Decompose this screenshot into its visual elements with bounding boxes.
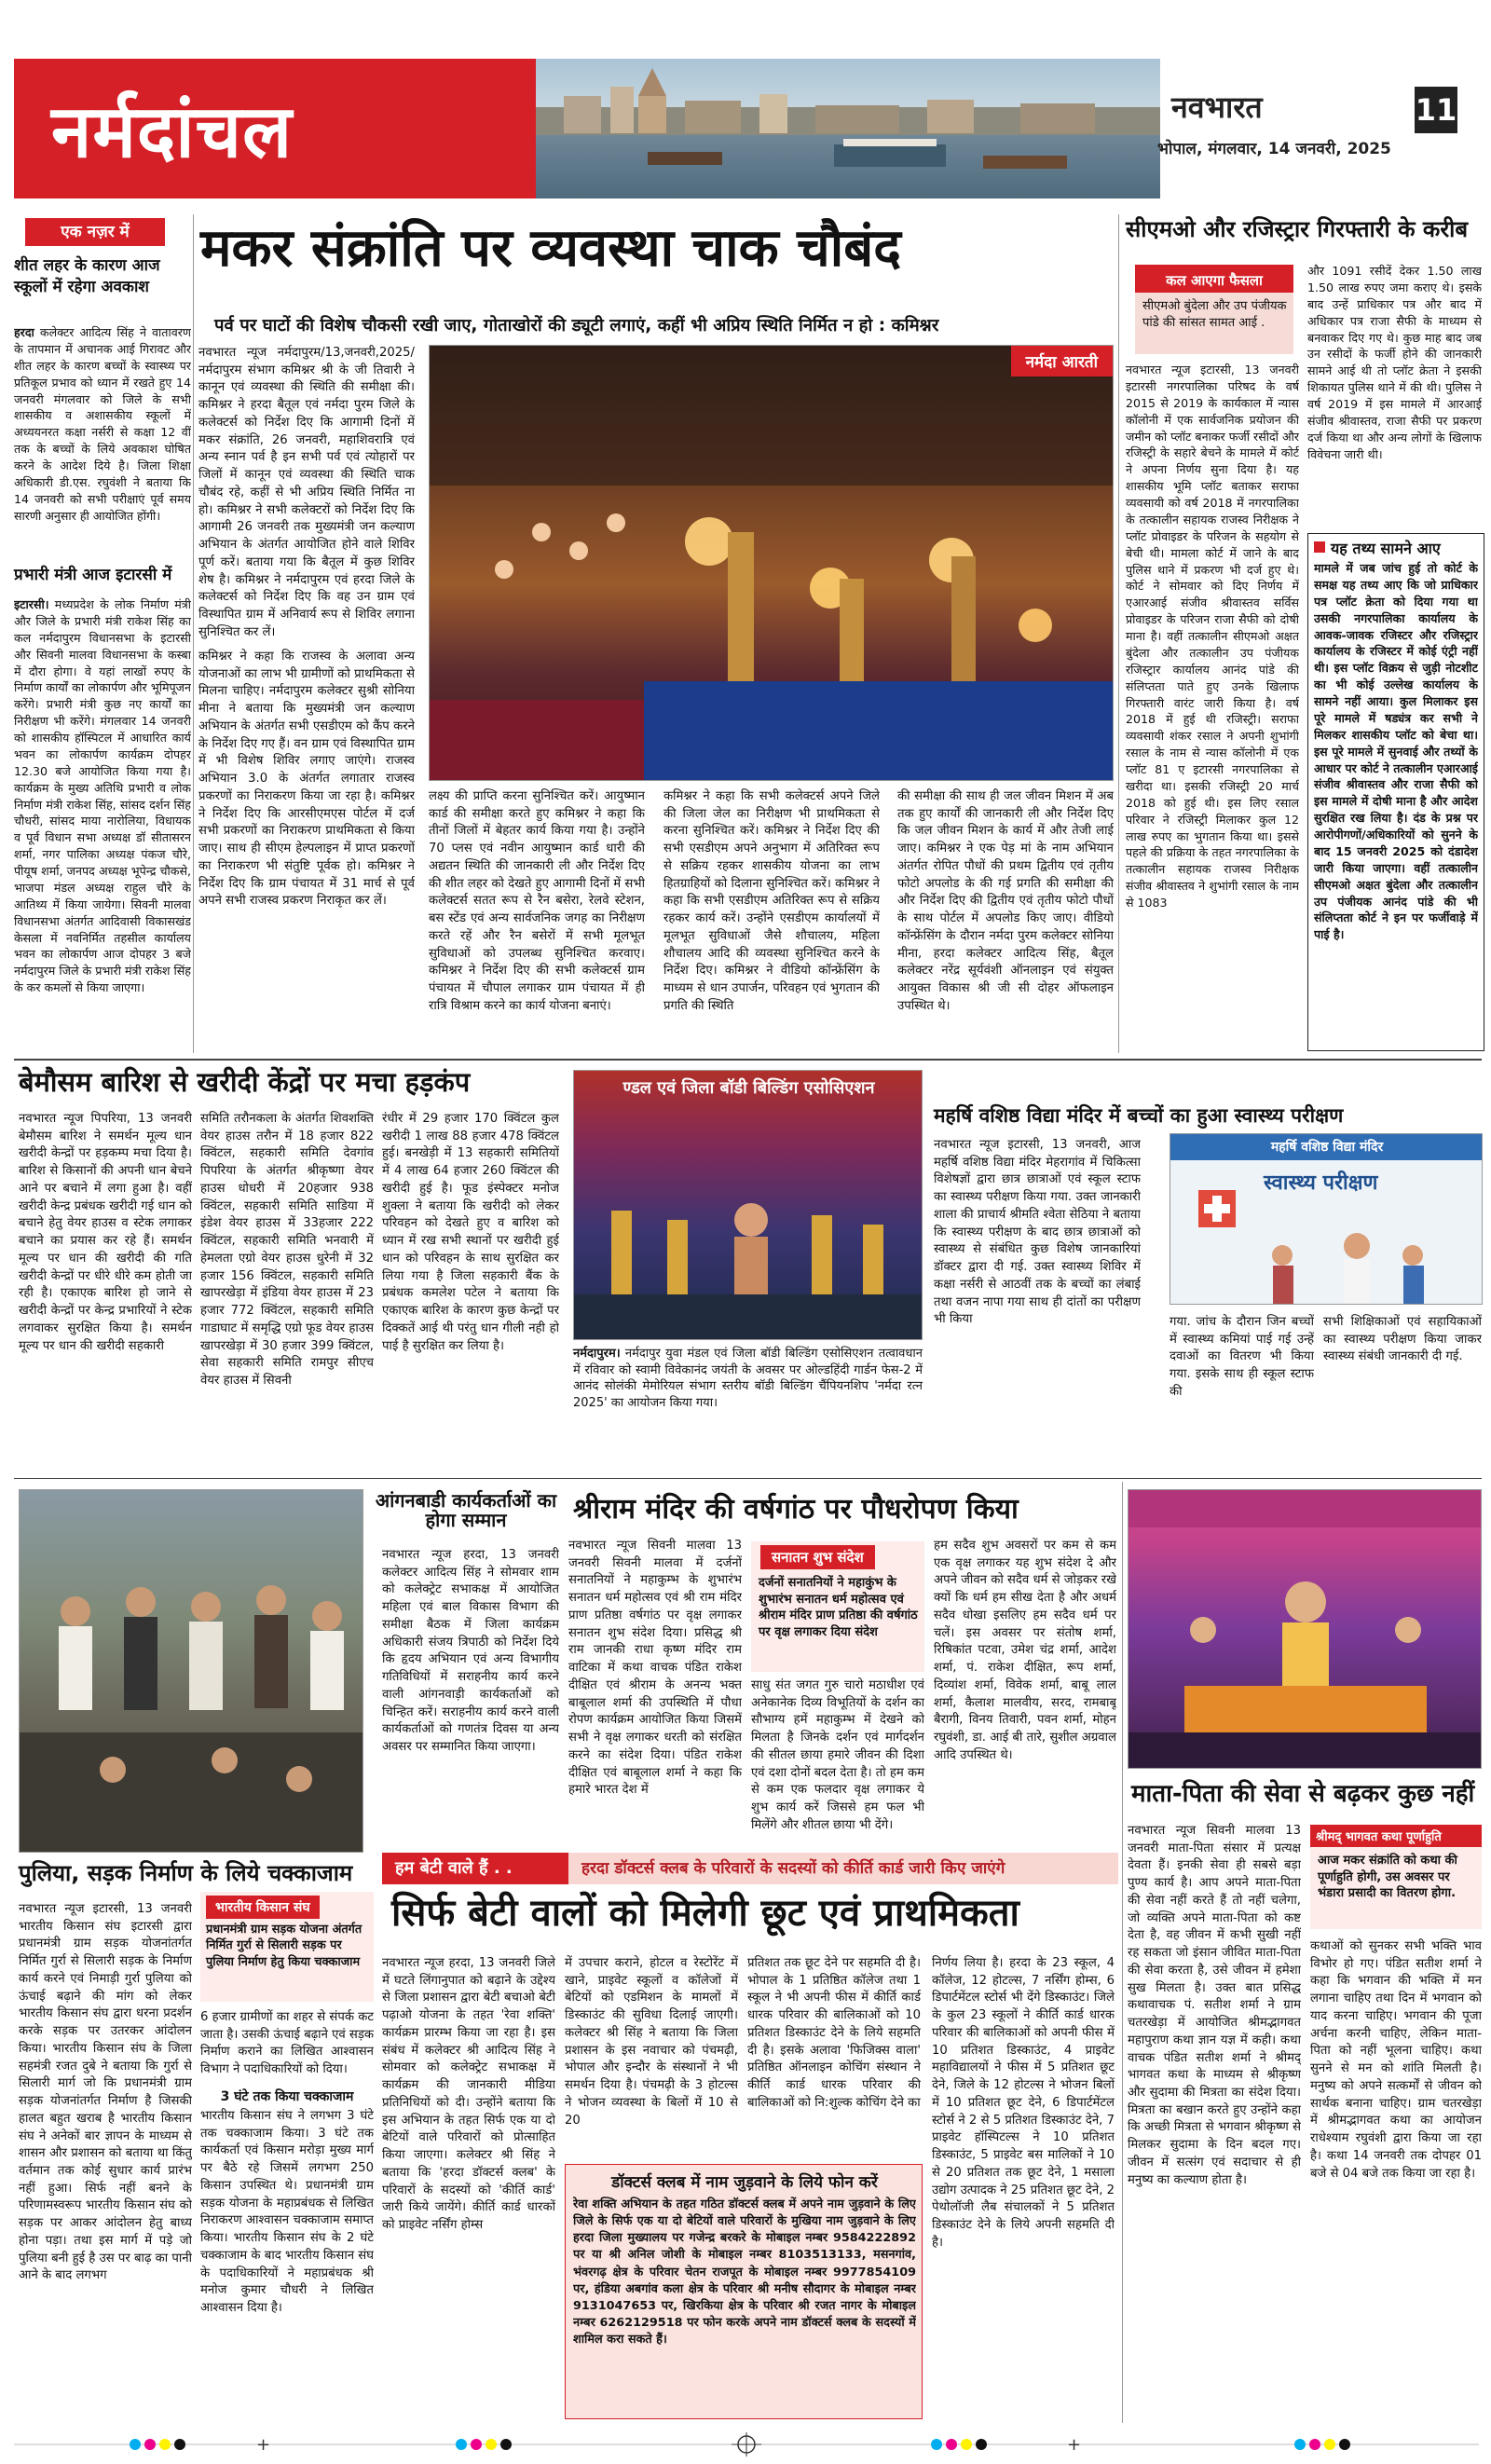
ram-headline: श्रीराम मंदिर की वर्षगांठ पर पौधरोपण किया: [573, 1493, 1019, 1526]
masthead-river-image: [536, 59, 1160, 198]
aganwadi-headline: आंगनबाडी कार्यकर्ताओं का होगा सम्मान: [375, 1489, 557, 1531]
health-photo-title: स्वास्थ्य परीक्षण: [1264, 1171, 1378, 1195]
rain-col2: समिति तरौनकला के अंतर्गत शिवशक्ति वेयर हाउस तरौन में 18 हजार 822 क्विंटल, सहकारी समिति देवगांव पिपरिया के अंतर्गत श्रीकृष्णा वेयर हाउस धोधरी में 20हजार 938 क्विंटल, सहकारी समिति साडिया में इंडेश वेयर हाउस में 33हजार 222 क्विंटल, सहकारी समिति भनवारी में हेमलता एग्रो वेयर हाउस धुरेनी में 32 हजार 156 क्विंटल, सहकारी समिति खापरखेड़ा में इंडिया वेयर हाउस में 23 हजार 772 क्विंटल, सहकारी समिति गाडाघाट में समृद्धि एग्रो फूड वेयर हाउस खापरखेड़ा में 30 हजार 399 क्विंटल, सेवा सहकारी समिति रामपुर सीएच वेयर हाउस में सिवनी: [200, 1112, 374, 1389]
school-col3: सभी शिक्षिकाओं एवं सहायिकाओं का स्वास्थ्य परीक्षण किया जाकर स्वास्थ्य संबंधी जानकारी दी गई.: [1323, 1315, 1482, 1364]
rain-col3: रंधीर में 29 हजार 170 क्विंटल कुल खरीदी 1 लाख 88 हजार 478 क्विंटल हुई। बनखेड़ी में 13 सहकारी समितियों में 4 लाख 64 हजार 260 क्विंटल की खरीदी हुई है। फूड इंस्पेक्टर मनोज शुक्ला ने बताया कि खरीदी को लेकर परिवहन को देखते हुए व बारिश को ध्यान में रख सभी स्थानों पर खरीदी हुई धान को परिवहन के साथ सुरक्षित कर लिया गया है जिला सहकारी बैंक के प्रबंधक कमलेश पटेल ने बताया कि एकाएक बारिश के कारण कुछ केन्द्रों पर दिक्कतें आई थी परंतु धान गीली नही हो पाई है सुरक्षित कर लिया है।: [382, 1112, 559, 1353]
doctors-club-title: डॉक्टर्स क्लब में नाम जुड़वाने के लिये फोन करें: [611, 2173, 878, 2192]
registration-marks: [14, 2432, 1479, 2457]
rain-col1: नवभारत न्यूज पिपरिया, 13 जनवरी बेमौसम बारिश ने समर्थन मूल्य धान खरीदी केन्द्रों पर हड़कम्प मचा दिया है। बारिश से किसानों की अपनी धान बेचने आने पर बचाने में लगा हुआ है। वहीं खरीदी केन्द्र प्रबंधक खरीदी गई धान को बचाने हेतु वेयर हाउस व स्टेक लगाकर बचाने का प्रयास कर रहे हैं। समर्थन मूल्य पर धान की खरीदी की गति खरीदी केन्द्रों पर धीरे धीरे कम होती जा रही है। एकाएक बारिश हो जाने से खरीदी केन्द्रों पर केन्द्र प्रभारियों ने स्टेक लगवाकर सुरक्षित किया है। समर्थन मूल्य पर धान की खरीदी सहकारी: [19, 1112, 192, 1353]
ram-col3: हम सदैव शुभ अवसरों पर कम से कम एक वृक्ष लगाकर यह शुभ संदेश दे और अपने जीवन को सदैव धर्म से जोड़कर रखे क्यों कि धर्म हम सीख देता है और अधर्म सदैव धोखा इसलिए हम सदैव धर्म पर चलें। इस अवसर पर संतोष शर्मा, रिषिकांत पटवा, उमेश चंद्र शर्मा, आदेश शर्मा, पं. राकेश दीक्षित, रूप शर्मा, दिव्यांश शर्मा, विवेक शर्मा, बाबू लाल शर्मा, कैलाश मालवीय, सरद, रामबाबू बैरागी, विनय तिवारी, पवन शर्मा, मोहन रघुवंशी, डा. आई बी तारे, सुशील अग्रवाल आदि उपस्थित थे।: [934, 1539, 1116, 1762]
mata-quote: आज मकर संक्रांति को कथा की पूर्णाहुति होगी, उस अवसर पर भंडारा प्रसादी का वितरण होगा.: [1318, 1854, 1457, 1901]
cmo-col1: नवभारत न्यूज इटारसी, 13 जनवरी इटारसी नगरपालिका परिषद के वर्ष 2015 से 2019 के कार्यकाल में न्यास कॉलोनी में एक सार्वजनिक प्रयोजन की जमीन को प्लॉट बनाकर फर्जी रसीदों और रजिस्ट्री के सहारे बेचने के मामले में कोर्ट ने अपना निर्णय सुना दिया है। यह शासकीय भूमि प्लॉट बताकर सराफा व्यवसायी को वर्ष 2018 में नगरपालिका के तत्कालीन सहायक राजस्व निरीक्षक ने प्लॉट प्रोवाइडर के परिजन के सहयोग से बेची थी। मामला कोर्ट में जाने के बाद पुलिस थाने में प्रकरण भी दर्ज हुए थे। कोर्ट ने सोमवार को दिए निर्णय में एआरआई संजीव श्रीवास्तव सर्विस प्रोवाइडर के परिजन राजा सैफी को दोषी माना है। वहीं तत्कालीन सीएमओ अक्षत बुंदेला और तत्कालीन उप पंजीयक रजिस्ट्रार कार्यालय आनंद पांडे की संलिप्तता पाते हुए उनके खिलाफ गिरफ्तारी वारंट जारी किया है। वर्ष 2018 में हुई थी रजिस्ट्री। सराफा व्यवसायी शंकर रसाल ने अपनी शुभांगी रसाल के नाम से न्यास कॉलोनी में एक प्लॉट 81 ए इटारसी नगरपालिका से खरीदा था। इसकी रजिस्ट्री 20 मार्च 2018 को हुई थी। इस लिए रसाल परिवार ने रजिस्ट्री मिलाकर कुल 12 लाख रुपए का भुगतान किया था। इससे पहले की प्रक्रिया के तहत नगरपालिका के तत्कालीन सहायक राजस्व निरीक्षक संजीव श्रीवास्तव ने शुभांगी रसाल के नाम से 1083: [1126, 363, 1299, 910]
sidebar: [14, 214, 191, 1053]
school-col1: नवभारत न्यूज इटारसी, 13 जनवरी, आज महर्षि वशिष्ठ विद्या मंदिर मेहरागांव में चिकित्सा विशेषज्ञों द्वारा छात्र छात्राओं एवं स्कूल स्टाफ का स्वास्थ्य परीक्षण किया गया. उक्त जानकारी शाला की प्राचार्य श्रीमति श्वेता सेठिया ने बताया कि स्वास्थ्य परीक्षण के बाद छात्र छात्राओं को स्वास्थ्य से संबंधित कुछ विशेष जानकारियां डॉक्टर द्वारा दी गई. उक्त स्वास्थ्य शिविर में कक्षा नर्सरी से आठवीं तक के बच्चों का लंबाई तथा वजन नापा गया साथ ही दांतों का परीक्षण भी किया: [934, 1138, 1141, 1327]
health-checkup-photo: [1170, 1133, 1483, 1305]
right-col-divider-bottom: [1122, 1482, 1123, 2423]
lead-col3: लक्ष्य की प्राप्ति करना सुनिश्चित करें। आयुष्मान कार्ड की समीक्षा करते हुए कमिश्नर ने कहा कि तीनों जिलों में बेहतर कार्य किया गया है। उन्होंने 70 प्लस एवं नवीन आयुष्मान कार्ड धारी की अद्यतन स्थिति की जानकारी ली और निर्देश दिए की शीत लहर को देखते हुए आगामी दिनों में सभी कलेक्टर्स सतत रूप से रैन बसेरा, रेलवे स्टेशन, बस स्टेंड एवं अन्य सार्वजनिक जगह का निरीक्षण करते रहें और रैन बसेरों में सभी मूलभूत सुविधाओं को उपलब्ध सुनिश्चित करवाए। कमिश्नर ने निर्देश दिए की सभी कलेक्टर्स ग्राम पंचायत में चौपाल लगाकर ग्राम पंचायत में ही रात्रि विश्राम करने का कार्य योजना बनाएं।: [429, 789, 645, 1013]
sidebar-tag: एक नज़र में: [25, 218, 165, 246]
beti-col2: में उपचार कराने, होटल व रेस्टोरेंट में खाने, प्राइवेट स्कूलों व कॉलेजों में बेटियों को एडमिशन के मामलों में डिस्काउंट की सुविधा दिलाई जाएगी। कलेक्टर श्री सिंह ने बताया कि जिला प्रशासन के इस नवाचार को पंचमढ़ी, भोपाल और इन्दौर के संस्थानों ने भी समर्थन दिया है। पंचमढ़ी के 3 होटल्स ने भोजन व्यवस्था के बिलों में 10 से 20: [565, 1956, 738, 2128]
sidebar-story2-text: मध्यप्रदेश के लोक निर्माण मंत्री और जिले के प्रभारी मंत्री राकेश सिंह का कल नर्मदापुरम विधानसभा के इटारसी और सिवनी मालवा विधानसभा के कस्बा में दौरा होगा। वे यहां लाखों रुपए के निर्माण कार्यों का लोकार्पण और भूमिपूजन करेंगे। प्रभारी मंत्री कुछ नए कार्यों का निरीक्षण भी करेंगे। मंगलवार 14 जनवरी को शासकीय हॉस्पिटल में आधारित कार्य भवन का लोकार्पण कार्यक्रम दोपहर 12.30 बजे आयोजित किया गया है। कार्यक्रम के मुख्य अतिथि प्रभारी व लोक निर्माण मंत्री राकेश सिंह, सांसद दर्शन सिंह चौधरी, सांसद माया नारोलिया, विधायक व पूर्व विधान सभा अध्यक्ष डॉ सीतासरन शर्मा, नगर पालिका अध्यक्ष पंकज चौरे, पीयूष शर्मा, जनपद अध्यक्ष भूपेन्द्र चौकसे, भाजपा मंडल अध्यक्ष राहुल चौरे के आतिथ्य में किया जायेगा। सिवनी मालवा विधानसभा अंतर्गत आदिवासी विकासखंड केसला में नवनिर्मित तहसील कार्यालय भवन का लोकार्पण आज दोपहर 3 बजे नर्मदापुरम जिले के प्रभारी मंत्री राकेश सिंह के कर कमलों से किया जाएगा।: [14, 597, 191, 995]
section-title-box: [14, 59, 536, 198]
road-quote: प्रधानमंत्री ग्राम सड़क योजना अंतर्गत निर्मित गुर्रा से सिलारी सड़क पर पुलिया निर्माण हेतु किया चक्काजाम: [206, 1923, 362, 1969]
sidebar-story2-place: इटारसी।: [14, 597, 49, 611]
beti-col3: प्रतिशत तक छूट देने पर सहमति दी है। भोपाल के 1 प्रतिष्ठित कॉलेज तथा 1 स्कूल ने भी अपनी फीस में कीर्ति कार्ड धारक परिवार की बालिकाओं को 10 प्रतिशत डिस्काउंट देने के लिये सहमति दी है। इसके अलावा 'फिजिक्स वाला' प्रतिष्ठित ऑनलाइन कोचिंग संस्थान ने कीर्ति कार्ड धारक परिवार की बालिकाओं को नि:शुल्क कोचिंग देने का: [747, 1956, 921, 2110]
masthead: [14, 59, 1479, 198]
bhagwat-katha-photo: [1128, 1489, 1482, 1769]
bodybuilding-caption-text: नर्मदापुर युवा मंडल एवं जिला बॉडी बिल्डिंग एसोसिएशन तत्वावधान में रविवार को स्वामी विवेकानंद जयंती के अवसर पर ओल्डहिंदी गार्डन फेस-2 में आनंद सोलंकी मेमोरियल संभाग स्तरीय बॉडी बिल्डिंग चैंपियनशिप 'नर्मदा रत्न 2025' का आयोजन किया गया।: [573, 1347, 923, 1410]
ram-col2: साधु संत जगत गुरु चारो मठाधीश एवं अनेकानेक दिव्य विभूतियों के दर्शन का सौभाग्य हमें महाकुम्भ में देखने को मिलता है जिनके दर्शन एवं मार्गदर्शन की सीतल छाया हमारे जीवन की दिशा एवं दशा दोनों बदल देता है। तो हम कम से कम एक फलदार वृक्ष लगाकर ये शुभ कार्य करें जिससे हम फल भी मिलेंगे और शीतल छाया भी देंगे।: [751, 1678, 924, 1832]
aarti-illustration: [430, 346, 1114, 781]
lead-col2: कमिश्नर ने कहा कि राजस्व के अलावा अन्य योजनाओं का लाभ भी ग्रामीणों को प्राथमिकता से मिलना चाहिए। नर्मदापुरम कलेक्टर सुश्री सोनिया मीना ने बताया कि मुख्यमंत्री जन कल्याण अभियान के अंतर्गत सभी एसडीएम को कैंप करने के निर्देश दिए गए हैं। वन ग्राम एवं विस्थापित ग्राम में भी विशेष शिविर लगाए जाएंगे। राजस्व अभियान 3.0 के अंतर्गत लगातार राजस्व प्रकरणों का निराकरण किया जा रहा है। कमिश्नर ने निर्देश दिए कि आरसीएमएस पोर्टल में दर्ज सभी प्रकरणों का निराकरण प्राथमिकता से किया जाए। साथ ही सीएम हेल्पलाइन में प्राप्त प्रकरणों का निराकरण भी संतुष्टि पूर्वक हो। कमिश्नर ने निर्देश दिए कि ग्राम पंचायत में 31 मार्च से पूर्व अपने सभी राजस्व प्रकरण निराकृत कर लें।: [198, 650, 415, 909]
beti-strip-left: हम बेटी वाले हैं . .: [382, 1853, 568, 1884]
road-col2b: भारतीय किसान संघ ने लगभग 3 घंटे तक चक्काजाम किया। 3 घंटे तक कार्यकर्ता एवं किसान मरोड़ा मुख्य मार्ग पर बैठे रहे जिसमें लगभग 250 किसान उपस्थित थे। प्रधानमंत्री ग्राम सड़क योजना के महाप्रबंधक से लिखित निराकरण आश्वासन चक्काजाम समाप्त किया। भारतीय किसान संघ के 2 घंटे चक्काजाम के बाद भारतीय किसान संघ के पदाधिकारियों ने महाप्रबंधक श्री मनोज कुमार चौधरी ने लिखित आश्वासन दिया है।: [200, 2109, 374, 2316]
road-protest-photo: [19, 1489, 363, 1853]
road-subhead: 3 घंटे तक किया चक्काजाम: [220, 2089, 354, 2104]
sidebar-story2-body: [14, 596, 191, 1034]
cmo-col2: और 1091 रसीदें देकर 1.50 लाख 1.50 लाख रुपए जमा कराए थे। इसके बाद उन्हें प्राधिकार पत्र और बाद में अधिकार पत्र राजा सैफी के माध्यम से बनवाकर दिए गए थे। कुछ माह बाद जब उन रसीदों के फर्जी होने की जानकारी सामने आई थी तो प्लॉट क्रेता ने इसकी शिकायत पुलिस थाने में की थी। पुलिस ने वर्ष 2019 में इस मामले में आरआई संजीव श्रीवास्तव, राजा सैफी पर प्रकरण दर्ज किया था और अन्य लोगों के खिलाफ विवेचना जारी थी।: [1307, 264, 1482, 461]
lead-col4: कमिश्नर ने कहा कि सभी कलेक्टर्स अपने जिले की जिला जेल का निरीक्षण भी प्राथमिकता से करना सुनिश्चित करें। कमिश्नर ने निर्देश दिए की सभी एसडीएम अपने अनुभाग में अतिरिक्त रूप से सक्रिय रहकर शासकीय योजना का लाभ हितग्राहियों को दिलाना सुनिश्चित करें। कमिश्नर ने कहा कि सभी एसडीएम अतिरिक्त रूप से सक्रिय रहकर कार्य करें। उन्होंने एसडीएम कार्यालयों में मूलभूत सुविधाओं जैसे शौचालय, महिला शौचालय आदि की व्यवस्था सुनिश्चित करने के निर्देश दिए। कमिश्नर ने वीडियो कॉन्फ्रेंसिंग के माध्यम से धान उपार्जन, परिवहन एवं भुगतान की प्रगति की स्थिति: [663, 789, 880, 1013]
bodybuilding-banner: ण्डल एवं जिला बॉडी बिल्डिंग एसोसिएशन: [622, 1078, 875, 1098]
sidebar-divider: [193, 214, 194, 1053]
beti-col4: निर्णय लिया है। हरदा के 23 स्कूल, 4 कॉलेज, 12 होटल्स, 7 नर्सिंग होम्स, 6 डिपार्टमेंटल स्टोर्स भी देंगे डिस्काउंट। जिले के कुल 23 स्कूलों ने कीर्ति कार्ड धारक परिवार की बालिकाओं को अपनी फीस में 10 प्रतिशत डिस्काउंट, 4 प्राइवेट महाविद्यालयों ने फीस में 5 प्रतिशत छूट देने, जिले के 12 होटल्स ने भोजन बिलों में 10 प्रतिशत छूट देने, 6 डिपार्टमेंटल स्टोर्स ने 2 से 5 प्रतिशत डिस्काउंट देने, 7 प्राइवेट हॉस्पिटल्स ने 10 प्रतिशत डिस्काउंट, 5 प्राइवेट बस मालिकों ने 10 से 20 प्रतिशत तक छूट देने, 1 मसाला उद्योग उत्पादक ने 25 प्रतिशत छूट देने, 2 पेथोलॉजी लैब संचालकों ने 5 प्रतिशत डिस्काउंट देने के लिये अपनी सहमति दी है।: [932, 1956, 1115, 2250]
svg-text:+: +: [1067, 2435, 1082, 2455]
health-photo-banner: महर्षि वशिष्ठ विद्या मंदिर: [1170, 1134, 1483, 1160]
road-headline: पुलिया, सड़क निर्माण के लिये चक्काजाम: [19, 1860, 353, 1886]
river-ghat-illustration: [536, 59, 1160, 198]
cmo-facts-box: [1307, 533, 1484, 1051]
beti-strip: [382, 1853, 1118, 1884]
school-headline: महर्षि वशिष्ठ विद्या मंदिर में बच्चों का हुआ स्वास्थ्य परीक्षण: [934, 1104, 1344, 1127]
place-date: भोपाल, मंगलवार, 14 जनवरी, 2025: [1157, 140, 1391, 158]
sidebar-story1-text: कलेक्टर आदित्य सिंह ने वातावरण के तापमान में अचानक आई गिरावट और शीत लहर के कारण बच्चों के स्वास्थ्य पर प्रतिकूल प्रभाव को ध्यान में रखते हुए 14 जनवरी मंगलवार को जिले के सभी शासकीय व अशासकीय स्कूलों में अध्ययनरत कक्षा नर्सरी से कक्षा 12 वीं तक के बच्चों के लिये अवकाश घोषित करने के आदेश दिये है। जिला शिक्षा अधिकारी डी.एस. रघुवंशी ने बताया कि 14 जनवरी को सभी परीक्षाएं पूर्व समय सारणी अनुसार ही आयोजित होंगी।: [14, 325, 191, 523]
ram-tag: सनातन शुभ संदेश: [760, 1545, 875, 1569]
lead-col5: की समीक्षा की साथ ही जल जीवन मिशन में अब तक हुए कार्यों की जानकारी ली और निर्देश दिए कि जल जीवन मिशन के कार्य में और तेजी लाई जाए। कमिश्नर ने एक पेड़ मां के नाम अभियान अंतर्गत रोपित पौधों की प्रथम द्वितीय एवं तृतीय फोटो अपलोड के की गई प्रगति की समीक्षा की और निर्देश दिए की द्वितीय एवं तृतीय फोटो पौधों के साथ पोर्टल में अपलोड किए जाए। वीडियो कॉन्फ्रेंसिंग के दौरान नर्मदा पुरम कलेक्टर सोनिया मीना, हरदा कलेक्टर आदित्य सिंह, बैतूल कलेक्टर नरेंद्र सूर्यवंशी ऑनलाइन एवं संयुक्त आयुक्त विकास श्री जी सी दोहर ऑफलाइन उपस्थित थे।: [897, 789, 1114, 1013]
cmo-facts-icon: [1314, 541, 1325, 553]
cmo-headline: सीएमओ और रजिस्ट्रार गिरफ्तारी के करीब: [1126, 216, 1469, 242]
bodybuilding-caption: [573, 1346, 923, 1448]
doctors-club-text: रेवा शक्ति अभियान के तहत गठित डॉक्टर्स क्लब में अपने नाम जुड़वाने के लिए जिले के सिर्फ एक या दो बेटियों वाले परिवारों के मुखिया नाम जुड़वाने के लिए हरदा जिला मुख्यालय पर गजेन्द्र बरकरे के मोबाइल नम्बर 9584222892 पर या श्री अनिल जोशी के मोबाइल नम्बर 8103513133, मसनगांव, भंवरगढ़ क्षेत्र के परिवार चेतन राजपूत के मोबाइल नम्बर 9977854109 पर, हंडिया अबगांव कला क्षेत्र के परिवार श्री मनीष सौदागर के मोबाइल नम्बर 9131047653 पर, खिरकिया क्षेत्र के परिवार श्री रजत नागर के मोबाइल नम्बर 6262129518 पर फोन करके अपने नाम डॉक्टर्स क्लब के सदस्यों में शामिल करा सकते हैं।: [573, 2197, 916, 2348]
cmo-redbox-title: कल आएगा फैसला: [1135, 268, 1293, 293]
school-col2: गया. जांच के दौरान जिन बच्चों में स्वास्थ्य कमियां पाई गई उन्हें दवाओं का वितरण भी किया गया. इसके साथ ही स्कूल स्टाफ की: [1170, 1315, 1314, 1399]
road-quote-box: [200, 1892, 374, 2002]
aganwadi-body: नवभारत न्यूज हरदा, 13 जनवरी कलेक्टर आदित्य सिंह ने सोमवार शाम को कलेक्ट्रेट सभाकक्ष में आयोजित महिला एवं बाल विकास विभाग की समीक्षा बैठक में जिला कार्यक्रम अधिकारी संजय त्रिपाठी को निर्देश दिये कि हृदय अभियान एवं अन्य विभागीय गतिविधियों में सराहनीय कार्य करने वाली आंगनवाड़ी कार्यकर्ताओं को चिन्हित करें। सराहनीय कार्य करने वाली कार्यकर्ताओं को गणतंत्र दिवस या अन्य अवसर पर सम्मानित किया जाएगा।: [382, 1548, 559, 1755]
beti-headline: सिर्फ बेटी वालों को मिलेगी छूट एवं प्राथमिकता: [391, 1892, 1019, 1935]
cmo-facts-text: मामले में जब जांच हुई तो कोर्ट के समक्ष यह तथ्य आए कि जो प्राधिकार पत्र प्लॉट क्रेता को दिया गया था उसकी नगरपालिका कार्यालय के आवक-जावक रजिस्टर और रजिस्ट्रार कार्यालय के रजिस्टर में कोई एंट्री नहीं थी। इस प्लॉट विक्रय से जुड़ी नोटशीट का भी कोई उल्लेख कार्यालय के सामने नहीं आया। कुल मिलाकर इस पूरे मामले में षड्यंत्र कर सभी ने मिलकर शासकीय प्लॉट को बेचा था। इस पूरे मामले में सुनवाई और तथ्यों के आधार पर कोर्ट ने तत्कालीन एआरआई संजीव श्रीवास्तव और राजा सैफी को इस मामले में दोषी माना है और आदेश सुरक्षित रख लिया है। दंड के प्रश्न पर आरोपीगणों/अधिकारियों को सुनने के बाद 15 जनवरी 2025 को दंडादेश जारी किया जाएगा। वहीं तत्कालीन सीएमओ अक्षत बुंदेला और तत्कालीन उप पंजीयक आनंद पांडे की भी संलिप्तता कोर्ट ने इन पर फर्जीवाड़े में पाई है।: [1314, 561, 1478, 942]
road-col2: 6 हजार ग्रामीणों का शहर से संपर्क कट जाता है। उसकी ऊंचाई बढ़ाने एवं सड़क निर्माण कराने का लिखित आश्वासन विभाग ने पदाधिकारियों को दिया।: [200, 2010, 374, 2077]
cmo-facts-title: यह तथ्य सामने आए: [1331, 540, 1441, 557]
road-tag: भारतीय किसान संघ: [206, 1896, 320, 1919]
sidebar-story1-title: शीत लहर के कारण आज स्कूलों में रहेगा अवकाश: [14, 256, 160, 296]
doctors-club-box: [565, 2164, 923, 2419]
narmada-aarti-tag: नर्मदा आरती: [1011, 346, 1113, 376]
sidebar-story2-title: प्रभारी मंत्री आज इटारसी में: [14, 566, 172, 584]
crowd-illustration: [20, 1490, 363, 1853]
sidebar-story1-body: [14, 324, 191, 557]
lead-headline: मकर संक्रांति पर व्यवस्था चाक चौबंद: [200, 218, 901, 279]
trophy-illustration: [574, 1071, 923, 1340]
cmo-redbox-text: सीएमओ बुंदेला और उप पंजीयक पांडे की सांसत सामत आई .: [1142, 299, 1287, 330]
paper-name: नवभारत: [1171, 89, 1263, 125]
svg-text:+: +: [256, 2435, 271, 2455]
mid-divider-2: [14, 1478, 1482, 1479]
lead-col1: नवभारत न्यूज नर्मदापुरम/13,जनवरी,2025/ नर्मदापुरम संभाग कमिश्नर श्री के जी तिवारी ने कानून एवं व्यवस्था की स्थिति की समीक्षा की। कमिश्नर ने हरदा बैतूल एवं नर्मदा पुरम जिले के कलेक्टर्स को निर्देश दिए कि आगामी दिनों में मकर संक्रांति, 26 जनवरी, महाशिवरात्रि एवं अन्य स्नान पर्व है इन सभी पर्व एवं त्योहारों पर जिलों में कानून एवं व्यवस्था की स्थिति चाक चौबंद रहे, कहीं से भी अप्रिय स्थिति निर्मित ना हो। कमिश्नर ने सभी कलेक्टरों को निर्देश दिए कि आगामी 26 जनवरी तक मुख्यमंत्री जन कल्याण अभियान के अंतर्गत आयोजित होने वाले शिविर पूर्ण करें। बताया गया कि बैतूल में कुछ शिविर शेष है। कमिश्नर ने नर्मदापुरम एवं हरदा जिले के कलेक्टर्स को निर्देश दिए कि वह उन ग्राम एवं विस्थापित ग्राम में अनिवार्य रूप से शिविर लगाना सुनिश्चित कर लें।: [198, 346, 415, 639]
narmada-aarti-photo: [429, 345, 1114, 781]
beti-strip-right: हरदा डॉक्टर्स क्लब के परिवारों के सदस्यों को कीर्ति कार्ड जारी किए जाएंगे: [568, 1853, 1118, 1884]
ram-quote-box: [751, 1541, 924, 1672]
doctor-illustration: [1170, 1134, 1483, 1305]
road-col1: नवभारत न्यूज इटारसी, 13 जनवरी भारतीय किसान संघ इटारसी द्वारा प्रधानमंत्री ग्राम सड़क योजनांतर्गत निर्मित गुर्रा से सिलारी सड़क के निर्माण कार्य करने एवं निमाड़ी गुर्रा पुलिया को ऊंचाई बढ़ाने की मांग को लेकर भारतीय किसान संघ द्वारा धरना प्रदर्शन करके सड़क पर उतरकर आंदोलन किया। भारतीय किसान संघ के जिला सहमंत्री रजत दुबे ने बताया कि गुर्रा से सिलारी मार्ग जो कि प्रधानमंत्री ग्राम सड़क योजनांतर्गत निर्माण है जिसकी हालत बहुत खराब है भारतीय किसान संघ ने अनेकों बार ज्ञापन के माध्यम से शासन और प्रशासन को बताया था किंतु वर्तमान तक कोई सुधार कार्य प्रारंभ नहीं हुआ। सिर्फ नहीं बनने के परिणामस्वरूप भारतीय किसान संघ को सड़क पर आकर आंदोलन हेतु बाध्य होना पड़ा। तथा इस मार्ग में पड़े जो पुलिया बनी हुई है उस पर बाढ़ का पानी आने के बाद लगभग: [19, 1902, 192, 2283]
mata-headline: माता-पिता की सेवा से बढ़कर कुछ नहीं: [1131, 1780, 1475, 1808]
rain-headline: बेमौसम बारिश से खरीदी केंद्रों पर मचा हड़कंप: [19, 1066, 471, 1098]
lead-subhead: पर्व पर घाटों की विशेष चौकसी रखी जाए, गोताखोरों की ड्यूटी लगाएं, कहीं भी अप्रिय स्थिति निर्मित न हो : कमिश्नर: [214, 316, 939, 335]
lead-right-divider: [1118, 214, 1119, 1053]
mata-col2: कथाओं को सुनकर सभी भक्ति भाव विभोर हो गए। पंडित सतीश शर्मा ने कहा कि भगवान की भक्ति में मन लगाना चाहिए तथा दिन में भगवान को याद करना चाहिए। भगवान की पूजा अर्चना करनी चाहिए, लेकिन माता-पिता को नहीं भूलना चाहिए। कथा सुनने से मन को शांति मिलती है। मनुष्य को अपने सत्कर्मों से जीवन को सार्थक बनाना चाहिए। ग्राम चतरखेड़ा में श्रीमद्भागवत कथा का आयोजन राधेश्याम रघुवंशी द्वारा किया जा रहा है। कथा 14 जनवरी तक दोपहर 01 बजे से 04 बजे तक किया जा रहा है।: [1310, 1939, 1482, 2181]
ram-col1: नवभारत न्यूज सिवनी मालवा 13 जनवरी सिवनी मालवा में दर्जनों सनातनियों ने महाकुम्भ के शुभारंभ सनातन धर्म महोत्सव एवं श्री राम मंदिर प्राण प्रतिष्ठा वर्षगांठ पर वृक्ष लगाकर सनातन शुभ संदेश दिया। प्रसिद्ध श्री राम जानकी राधा कृष्ण मंदिर राम वाटिका में कथा वाचक पंडित राकेश दीक्षित एवं श्रीराम के अनन्य भक्त बाबूलाल शर्मा की उपस्थिति में पौधा रोपण कार्यक्रम आयोजित किया जिसमें सभी ने वृक्ष लगाकर धरती को संरक्षित करने का संदेश दिया। पंडित राकेश दीक्षित एवं बाबूलाल शर्मा ने कहा कि हमारे भारत देश में: [568, 1539, 742, 1798]
page-number: 11: [1415, 87, 1457, 133]
printer-marks: [14, 2432, 1479, 2457]
sidebar-story1-place: हरदा: [14, 325, 34, 339]
beti-col1: नवभारत न्यूज हरदा, 13 जनवरी जिले में घटते लिंगानुपात को बढ़ाने के उद्देश्य से जिला प्रशासन द्वारा बेटी बचाओ बेटी पढ़ाओ योजना के तहत 'रेवा शक्ति' कार्यक्रम प्रारम्भ किया जा रहा है। इस संबंध में कलेक्टर श्री आदित्य सिंह ने सोमवार को कलेक्ट्रेट सभाकक्ष में कार्यक्रम की जानकारी मीडिया प्रतिनिधियों को दी। उन्होंने बताया कि इस अभियान के तहत सिर्फ एक या दो बेटियों वाले परिवारों को प्रोत्साहित किया जाएगा। कलेक्टर श्री सिंह ने बताया कि 'हरदा डॉक्टर्स क्लब' के परिवारों के सदस्यों को 'कीर्ति कार्ड' जारी किये जायेंगे। कीर्ति कार्ड धारकों को प्राइवेट नर्सिंग होम्स: [382, 1956, 555, 2233]
mata-tag: श्रीमद् भागवत कथा पूर्णाहुति: [1310, 1825, 1482, 1847]
section-title: नर्मदांचल: [51, 90, 293, 174]
cmo-redbox: [1135, 265, 1293, 354]
mata-quote-box: [1310, 1825, 1482, 1929]
bodybuilding-photo: [573, 1070, 923, 1340]
ram-quote: दर्जनों सनातनियों ने महाकुंभ के शुभारंभ सनातन धर्म महोत्सव एवं श्रीराम मंदिर प्राण प्रतिष्ठा की वर्षगांठ पर वृक्ष लगाकर दिया संदेश: [759, 1576, 918, 1639]
bodybuilding-place: नर्मदापुरम।: [573, 1347, 621, 1361]
mata-col1: नवभारत न्यूज सिवनी मालवा 13 जनवरी माता-पिता संसार में प्रत्यक्ष देवता हैं। इनकी सेवा ही सबसे बड़ा पुण्य कार्य है। आप अपने माता-पिता की सेवा नहीं करते हैं तो नहीं चलेगा, जो व्यक्ति अपने माता-पिता को कष्ट देता है, वह जीवन में कभी सुखी नहीं रह सकता जो इंसान जीवित माता-पिता की सेवा करता है, उसे जीवन में हमेशा सुख मिलता है। उक्त बात प्रसिद्ध कथावाचक पं. सतीश शर्मा ने ग्राम चतरखेड़ा में आयोजित श्रीमद्भागवत महापुराण कथा ज्ञान यज्ञ में कही। कथा वाचक पंडित सतीश शर्मा ने श्रीमद् भागवत कथा के माध्यम से श्रीकृष्ण और सुदामा की मित्रता का संदेश दिया। मित्रता का बखान करते हुए उन्होंने कहा कि अच्छी मित्रता से भगवान श्रीकृष्ण से मिलकर सुदामा के दिन बदल गए। जीवन में सत्संग एवं सदाचार से ही मनुष्य का कल्याण होता है।: [1128, 1824, 1301, 2187]
mid-divider-1: [14, 1059, 1482, 1061]
katha-stage-illustration: [1129, 1490, 1482, 1769]
